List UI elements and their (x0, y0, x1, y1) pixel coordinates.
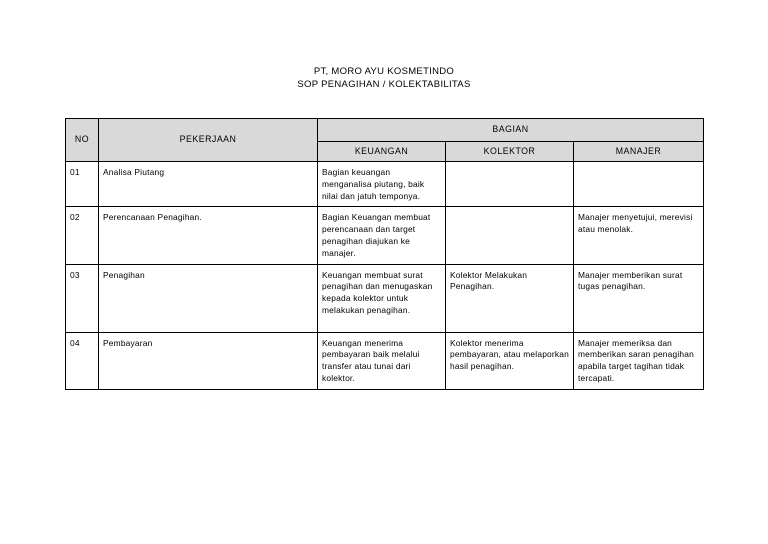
cell-no: 02 (66, 207, 99, 264)
table-row (66, 207, 704, 264)
document-subtitle: SOP PENAGIHAN / KOLEKTABILITAS (297, 78, 471, 90)
header-kolektor: KOLEKTOR (446, 142, 574, 162)
cell-no: 04 (66, 332, 99, 389)
table-row (66, 162, 704, 207)
cell-keuangan: Keuangan menerima pembayaran baik melalui transfer atau tunai dari kolektor. (318, 332, 446, 389)
header-row-top (66, 119, 704, 142)
cell-kolektor: Kolektor Melakukan Penagihan. (446, 264, 574, 332)
cell-pekerjaan: Penagihan (99, 264, 318, 332)
cell-pekerjaan: Pembayaran (99, 332, 318, 389)
cell-pekerjaan: Analisa Piutang (99, 162, 318, 207)
table-row (66, 264, 704, 332)
cell-manajer: Manajer memeriksa dan memberikan saran penagihan apabila target tagihan tidak tercapati. (574, 332, 704, 389)
header-manajer: MANAJER (574, 142, 704, 162)
cell-manajer (574, 162, 704, 207)
cell-keuangan: Bagian keuangan menganalisa piutang, baik nilai dan jatuh temponya. (318, 162, 446, 207)
company-name: PT, MORO AYU KOSMETINDO (313, 66, 455, 77)
cell-kolektor (446, 207, 574, 264)
cell-kolektor: Kolektor menerima pembayaran, atau melaporkan hasil penagihan. (446, 332, 574, 389)
table-row (66, 332, 704, 389)
cell-no: 01 (66, 162, 99, 207)
cell-no: 03 (66, 264, 99, 332)
cell-keuangan: Bagian Keuangan membuat perencanaan dan target penagihan diajukan ke manajer. (318, 207, 446, 264)
header-pekerjaan: PEKERJAAN (99, 119, 318, 162)
cell-kolektor (446, 162, 574, 207)
sop-table (65, 118, 704, 390)
cell-keuangan: Keuangan membuat surat penagihan dan menugaskan kepada kolektor untuk melakukan penagihan. (318, 264, 446, 332)
header-bagian: BAGIAN (318, 119, 704, 142)
header-keuangan: KEUANGAN (318, 142, 446, 162)
cell-manajer: Manajer menyetujui, merevisi atau menolak. (574, 207, 704, 264)
header-no: NO (66, 119, 99, 162)
document-title-block (0, 66, 768, 91)
cell-manajer: Manajer memberikan surat tugas penagihan. (574, 264, 704, 332)
cell-pekerjaan: Perencanaan Penagihan. (99, 207, 318, 264)
